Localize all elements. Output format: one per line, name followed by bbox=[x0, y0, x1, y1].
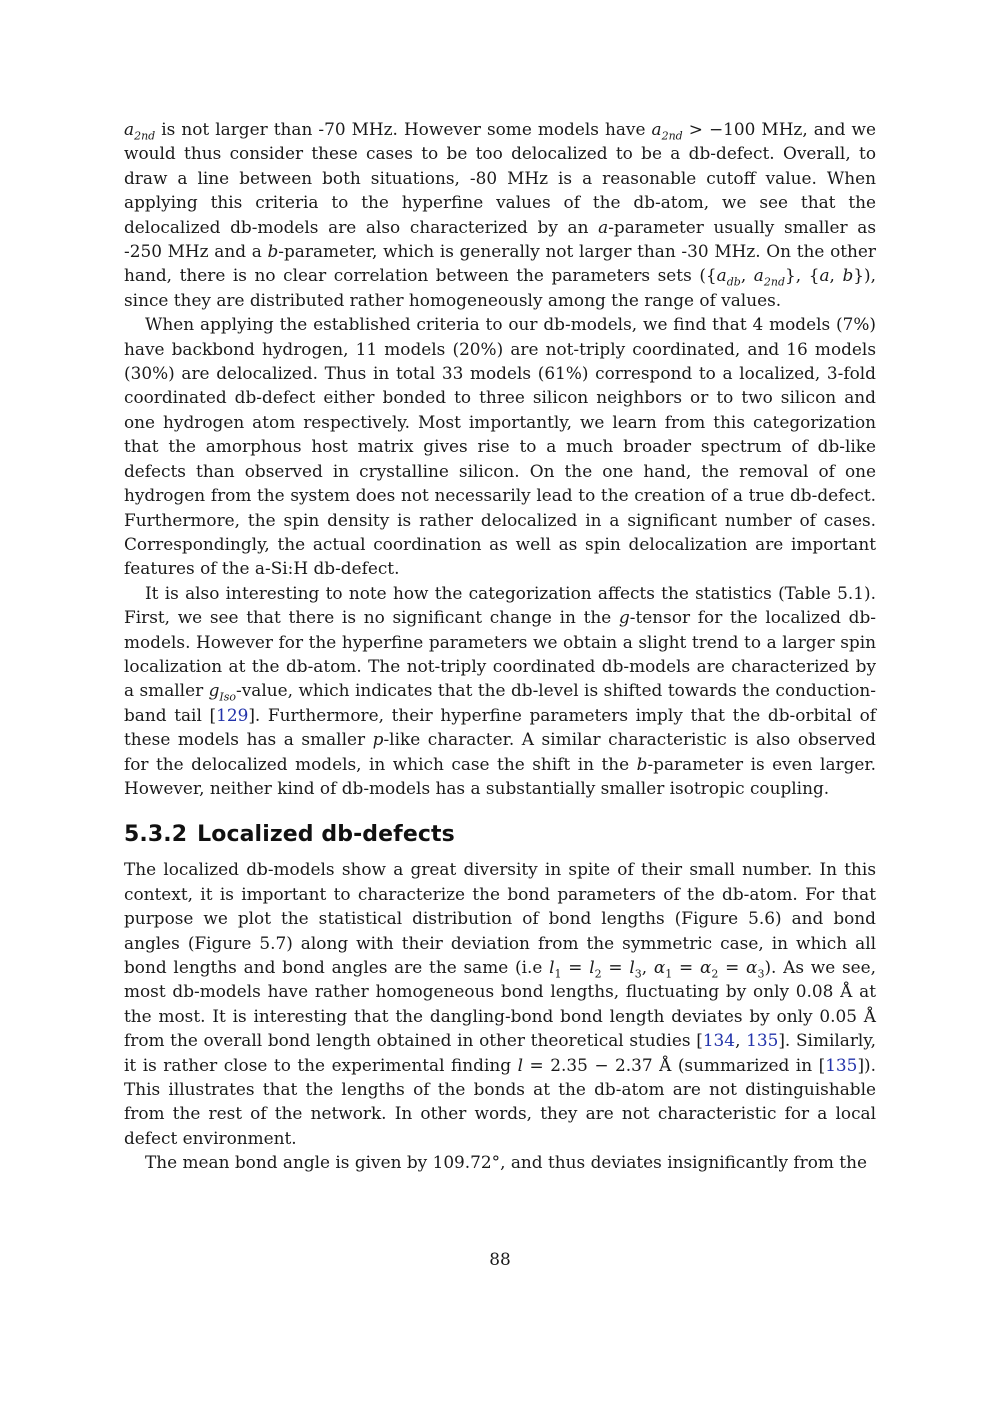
page-number: 88 bbox=[489, 1249, 511, 1269]
math-symbol: a bbox=[651, 119, 662, 139]
text-run: = bbox=[672, 957, 700, 977]
math-subscript: 2nd bbox=[134, 129, 156, 143]
text-run: -parameter, which is generally not larger than -30 MHz. On the other hand, there is no clear correlation between the parameters sets ({ bbox=[124, 241, 876, 286]
text-run: }, { bbox=[785, 265, 820, 286]
text-run: It is also interesting to note how the categorization affects the statistics (Table 5.1). First, we see that there is no significant change in the bbox=[124, 582, 876, 628]
text-run: is not larger than -70 MHz. However some models have bbox=[155, 119, 652, 139]
math-subscript: 1 bbox=[665, 967, 673, 981]
math-subscript: Iso bbox=[219, 690, 237, 704]
math-symbol: l bbox=[589, 957, 595, 977]
math-symbol: b bbox=[636, 753, 648, 774]
text-run: -value, which indicates that the db-level is shifted towards the conduction-band tail [ bbox=[124, 680, 877, 725]
text-run: = 2.35 − 2.37 Å (summarized in [ bbox=[523, 1054, 826, 1075]
math-symbol: a bbox=[716, 265, 727, 286]
math-subscript: 3 bbox=[634, 967, 642, 981]
text-run: ]. Furthermore, their hyperfine parameters imply that the db-orbital of these models has a smaller bbox=[124, 704, 876, 750]
paragraph-hyperfine-cutoff bbox=[124, 117, 876, 312]
math-subscript: 2 bbox=[594, 967, 602, 981]
text-run: , bbox=[740, 265, 754, 286]
text-run: }), since they are distributed rather homogeneously among the range of values. bbox=[124, 265, 876, 310]
math-subscript: 2 bbox=[711, 967, 719, 981]
text-run: ]. Similarly, it is rather close to the experimental finding bbox=[124, 1030, 876, 1075]
section-heading bbox=[124, 822, 876, 847]
math-symbol: a bbox=[819, 265, 830, 286]
math-subscript: 3 bbox=[757, 967, 765, 981]
text-run: , bbox=[735, 1030, 747, 1051]
math-symbol: l bbox=[517, 1054, 524, 1075]
math-symbol: a bbox=[124, 119, 135, 139]
citation-link[interactable]: 134 bbox=[702, 1030, 736, 1051]
text-run: -parameter is even larger. However, neither kind of db-models has a substantially smaller isotropic coupling. bbox=[124, 753, 876, 798]
math-symbol: α bbox=[653, 957, 666, 977]
citation-link[interactable]: 129 bbox=[216, 704, 249, 725]
math-subscript: 2nd bbox=[763, 275, 785, 289]
text-run: -tensor for the localized db-models. However for the hyperfine parameters we obtain a slight trend to a larger spin localization at the db-atom. The not-triply coordinated db-models are characterized by a smaller bbox=[124, 607, 876, 701]
section-title: Localized db-defects bbox=[197, 822, 455, 848]
text-run: , bbox=[641, 957, 654, 977]
text-run: The localized db-models show a great diversity in spite of their small number. In this context, it is important to characterize the bond parameters of the db-atom. For that purpose we plot the statistical distribution of bond lengths (Figure 5.6) and bond angles (Figure 5.7) along with their deviation from the symmetric case, in which all bond lengths and bond angles are the same (i.e bbox=[124, 859, 876, 977]
math-symbol: α bbox=[746, 957, 758, 977]
text-run: The mean bond angle is given by 109.72°, and thus deviates insignificantly from the bbox=[145, 1152, 867, 1173]
citation-link[interactable]: 135 bbox=[825, 1054, 858, 1075]
math-symbol: p bbox=[372, 729, 384, 750]
math-subscript: 1 bbox=[554, 967, 562, 981]
math-symbol: a bbox=[753, 265, 764, 286]
text-run: ]). This illustrates that the lengths of the bonds at the db-atom are not distinguishable from the rest of the network. In other words, they are not characteristic for a local defect environment. bbox=[124, 1054, 876, 1148]
text-run: , bbox=[829, 265, 843, 286]
math-symbol: l bbox=[629, 957, 635, 977]
text-run: -parameter usually smaller as -250 MHz and a bbox=[124, 216, 876, 262]
math-symbol: g bbox=[618, 607, 630, 628]
paragraph-statistics bbox=[124, 581, 876, 801]
page-body bbox=[124, 117, 876, 1175]
math-symbol: a bbox=[598, 216, 609, 237]
text-run: = bbox=[561, 957, 590, 977]
citation-link[interactable]: 135 bbox=[746, 1030, 779, 1051]
section-number: 5.3.2 bbox=[124, 822, 188, 848]
paragraph-categorization-results bbox=[124, 312, 876, 580]
text-run: = bbox=[601, 957, 630, 977]
paragraph-bond-parameters bbox=[124, 857, 876, 1150]
text-run: = bbox=[718, 957, 747, 977]
math-symbol: b bbox=[267, 241, 279, 262]
text-run: When applying the established criteria to our db-models, we find that 4 models (7%) have backbond hydrogen, 11 models (20%) are not-triply coordinated, and 16 models (30%) are delocalized. Thus in total 33 models (61%) correspond to a localized, 3-fold coordinated db-defect either bonded to three silicon neighbors or to two silicon and one hydrogen atom respectively. Most importantly, we learn from this categorization that the amorphous host matrix gives rise to a much broader spectrum of db-like defects than observed in crystalline silicon. On the one hand, the removal of one hydrogen from the system does not necessarily lead to the creation of a true db-defect. Furthermore, the spin density is rather delocalized in a significant number of cases. Correspondingly, the actual coordination as well as spin delocalization are important features of the a-Si:H db-defect. bbox=[124, 314, 876, 579]
math-symbol: l bbox=[549, 957, 555, 977]
text-run: ). As we see, most db-models have rather homogeneous bond lengths, fluctuating by only 0.08 Å at the most. It is interesting that the dangling-bond bond length deviates by only 0.05 Å from the overall bond length obtained in other theoretical studies [ bbox=[124, 957, 877, 1051]
paragraph-bond-angle bbox=[124, 1150, 876, 1174]
math-subscript: db bbox=[726, 275, 741, 289]
math-symbol: b bbox=[842, 265, 854, 286]
text-run: -like character. A similar characteristic is also observed for the delocalized models, in which case the shift in the bbox=[124, 729, 876, 774]
text-run: > −100 MHz, and we would thus consider these cases to be too delocalized to be a db-defect. Overall, to draw a line between both situations, -80 MHz is a reasonable cutoff value. When applying this criteria to the hyperfine values of the db-atom, we see that the delocalized db-models are also characterized by an bbox=[124, 119, 876, 237]
math-subscript: 2nd bbox=[661, 129, 683, 143]
math-symbol: g bbox=[208, 680, 220, 701]
math-symbol: α bbox=[699, 957, 712, 977]
